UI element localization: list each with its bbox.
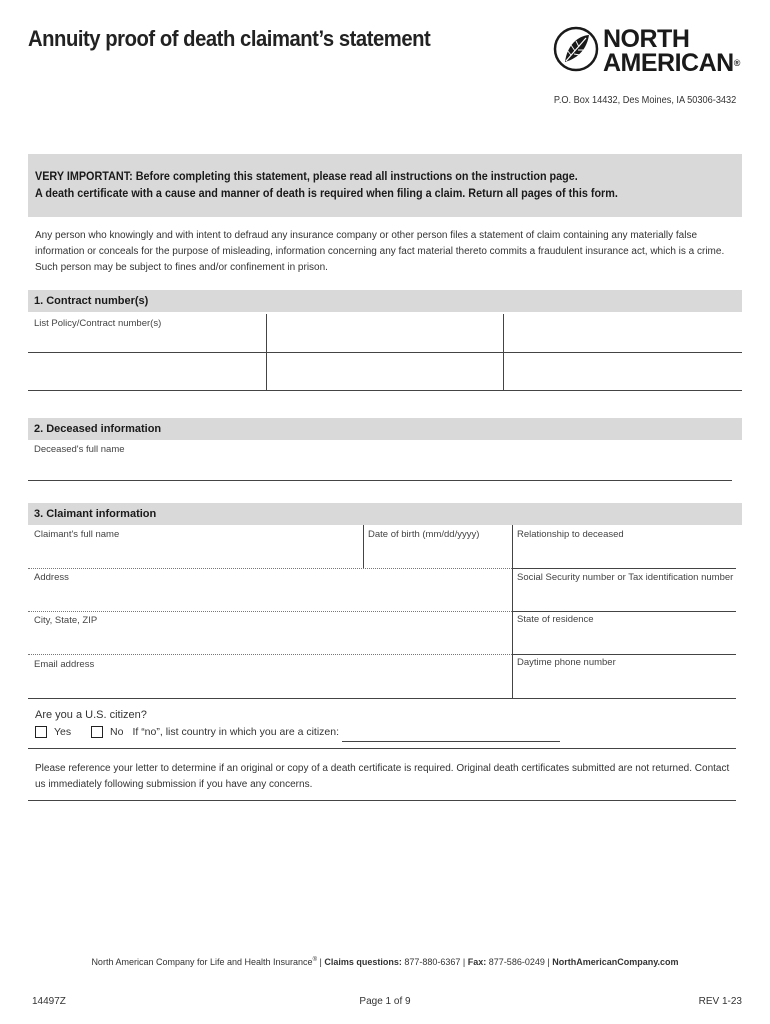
citizen-question: Are you a U.S. citizen? <box>35 709 147 721</box>
row-divider <box>28 568 512 569</box>
deceased-name-underline <box>28 480 732 481</box>
logo-registered-mark: ® <box>733 58 740 68</box>
yes-checkbox[interactable] <box>35 726 47 738</box>
important-notice <box>28 154 742 217</box>
deceased-name-label: Deceased's full name <box>34 444 125 455</box>
citizen-yes-option[interactable] <box>35 726 71 738</box>
contract-number-field-5[interactable] <box>268 354 501 388</box>
no-checkbox[interactable] <box>91 726 103 738</box>
section-divider <box>28 800 736 801</box>
row-divider <box>512 611 736 612</box>
no-label: No <box>110 726 124 738</box>
form-title: Annuity proof of death claimant’s statement <box>28 26 431 51</box>
logo-wordmark <box>603 27 740 75</box>
claims-phone: 877-880-6367 <box>404 957 461 967</box>
fax-label: Fax: <box>467 957 487 967</box>
website-link[interactable]: NorthAmericanCompany.com <box>552 957 679 967</box>
north-american-logo <box>553 26 748 78</box>
contract-number-field-4[interactable] <box>30 354 264 388</box>
state-residence-field[interactable] <box>515 628 735 652</box>
yes-label: Yes <box>54 726 72 738</box>
citizen-country-field[interactable] <box>342 726 560 741</box>
email-label: Email address <box>34 659 95 670</box>
claimant-name-label: Claimant's full name <box>34 529 120 540</box>
fraud-warning: Any person who knowingly and with intent to defraud any insurance company or other person files a statement of claim containing any materially false information or conceals for the purpose of misleading, information concerning any fact material thereto commits a fraudulent insurance act, which is a crime. Such person may be subject to fines and/or confinement in prison. <box>35 230 725 273</box>
form-number: 14497Z <box>32 996 66 1007</box>
section-2-heading: 2. Deceased information <box>28 418 742 440</box>
mailing-address: P.O. Box 14432, Des Moines, IA 50306-3432 <box>553 95 736 106</box>
address-label: Address <box>34 572 69 583</box>
state-residence-label: State of residence <box>517 614 594 625</box>
row-divider <box>28 698 736 699</box>
field-divider <box>363 525 364 569</box>
section-3-heading: 3. Claimant information <box>28 503 742 525</box>
row-divider <box>28 654 512 655</box>
leaf-logo-icon <box>553 26 599 72</box>
phone-label: Daytime phone number <box>517 657 616 668</box>
relationship-label: Relationship to deceased <box>517 529 624 540</box>
row-divider <box>512 568 736 569</box>
contract-grid-row-line <box>28 352 742 353</box>
dob-field[interactable] <box>366 542 510 566</box>
company-name: North American Company for Life and Health Insurance <box>91 957 313 967</box>
page-number: Page 1 of 9 <box>359 996 411 1007</box>
claimant-name-field[interactable] <box>30 542 360 566</box>
field-divider <box>512 525 513 699</box>
ssn-field[interactable] <box>515 585 735 609</box>
important-line-1: VERY IMPORTANT: Before completing this statement, please read all instructions on the instruction page. <box>35 171 578 183</box>
section-divider <box>28 748 736 749</box>
country-underline <box>342 741 560 742</box>
revision: REV 1-23 <box>698 996 742 1007</box>
address-field[interactable] <box>30 585 510 609</box>
logo-line-2: AMERICAN <box>603 49 734 77</box>
contract-number-label: List Policy/Contract number(s) <box>34 318 162 329</box>
contract-number-field-3[interactable] <box>505 316 741 350</box>
section-1-heading: 1. Contract number(s) <box>28 290 742 312</box>
row-divider <box>28 611 512 612</box>
dob-label: Date of birth (mm/dd/yyyy) <box>368 529 480 540</box>
deceased-name-field[interactable] <box>30 456 730 478</box>
citizen-no-option[interactable] <box>91 726 339 738</box>
city-state-zip-label: City, State, ZIP <box>34 615 98 626</box>
claims-label: Claims questions: <box>324 957 402 967</box>
email-field[interactable] <box>30 672 510 696</box>
contract-number-field-1[interactable] <box>30 330 264 350</box>
city-state-zip-field[interactable] <box>30 628 510 652</box>
important-line-2: A death certificate with a cause and manner of death is required when filing a claim. Return all pages of this form. <box>35 188 618 200</box>
fax-number: 877-586-0249 <box>488 957 545 967</box>
footer-contact: North American Company for Life and Health Insurance® | Claims questions: 877-880-6367 | Fax: 877-586-0249 | NorthAmericanCompany.com <box>91 957 679 967</box>
death-certificate-note: Please reference your letter to determine if an original or copy of a death certificate is required. Original death certificates submitted are not returned. Contact us immediately following submission if you have any concerns. <box>35 763 730 790</box>
country-prompt: If “no”, list country in which you are a citizen: <box>132 726 340 738</box>
ssn-label: Social Security number or Tax identification number <box>517 572 734 583</box>
row-divider <box>512 654 736 655</box>
relationship-field[interactable] <box>515 542 735 566</box>
phone-field[interactable] <box>515 672 735 696</box>
contract-grid-row-line <box>28 390 742 391</box>
contract-number-field-6[interactable] <box>505 354 741 388</box>
company-registered-mark: ® <box>312 957 317 963</box>
contract-number-field-2[interactable] <box>268 316 501 350</box>
logo-line-1: NORTH <box>603 25 690 53</box>
